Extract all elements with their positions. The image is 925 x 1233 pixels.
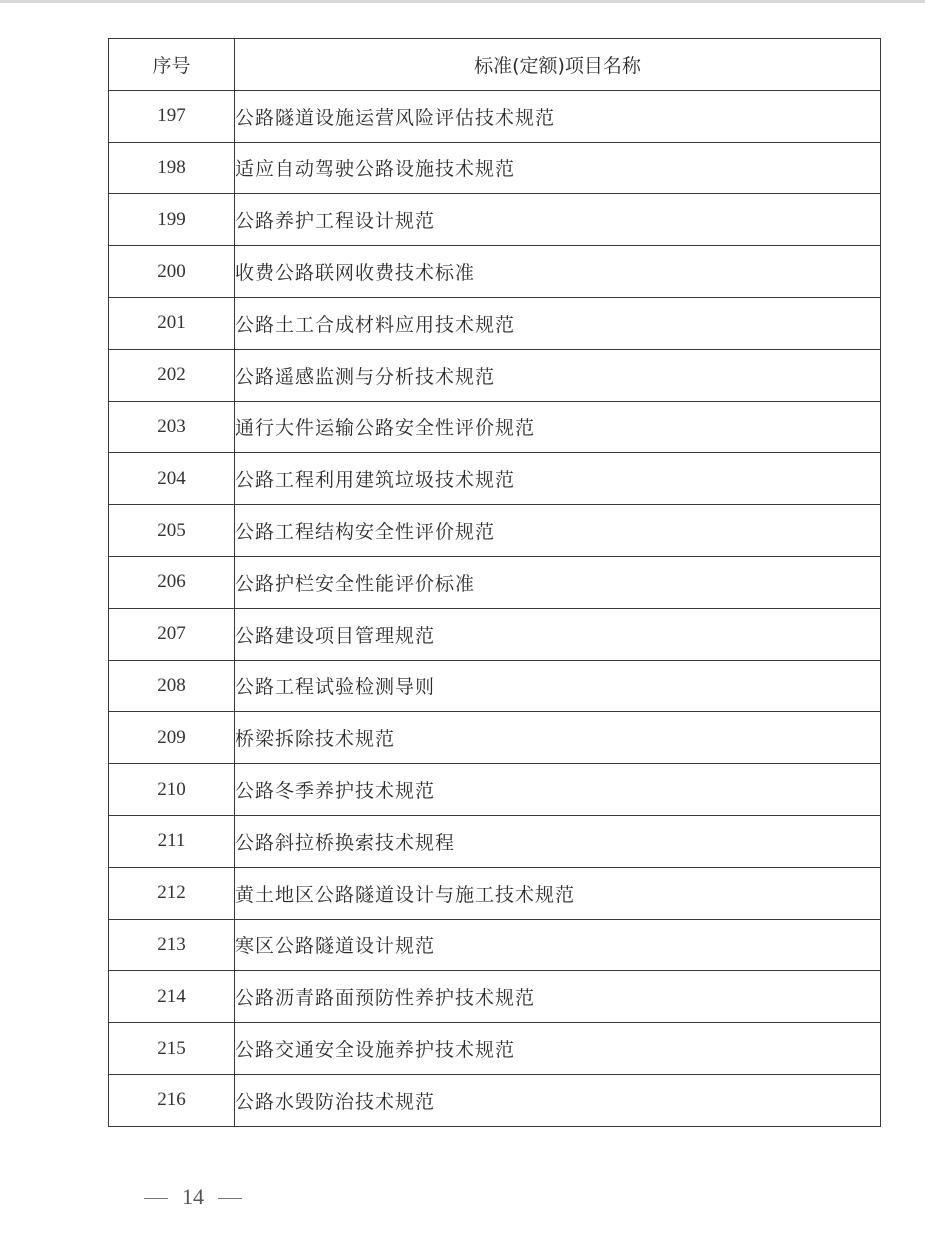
row-number: 203 <box>109 401 235 453</box>
table-row <box>109 712 881 764</box>
row-number: 200 <box>109 246 235 298</box>
row-standard-name: 公路土工合成材料应用技术规范 <box>235 297 881 349</box>
row-number: 212 <box>109 867 235 919</box>
row-standard-name: 公路遥感监测与分析技术规范 <box>235 349 881 401</box>
row-standard-name: 通行大件运输公路安全性评价规范 <box>235 401 881 453</box>
row-number: 205 <box>109 505 235 557</box>
page-footer <box>130 1184 256 1210</box>
table-row <box>109 90 881 142</box>
footer-dash-right <box>218 1198 242 1199</box>
table-row <box>109 401 881 453</box>
row-standard-name: 公路建设项目管理规范 <box>235 608 881 660</box>
row-number: 206 <box>109 556 235 608</box>
row-number: 201 <box>109 297 235 349</box>
table-row <box>109 971 881 1023</box>
footer-dash-left <box>144 1198 168 1199</box>
row-standard-name: 寒区公路隧道设计规范 <box>235 919 881 971</box>
row-standard-name: 公路养护工程设计规范 <box>235 194 881 246</box>
row-standard-name: 适应自动驾驶公路设施技术规范 <box>235 142 881 194</box>
row-number: 207 <box>109 608 235 660</box>
table-row <box>109 764 881 816</box>
row-number: 213 <box>109 919 235 971</box>
row-standard-name: 公路工程利用建筑垃圾技术规范 <box>235 453 881 505</box>
table-row <box>109 660 881 712</box>
table-row <box>109 142 881 194</box>
row-number: 204 <box>109 453 235 505</box>
standards-table <box>108 38 881 1127</box>
table-row <box>109 919 881 971</box>
row-number: 208 <box>109 660 235 712</box>
table-header-row <box>109 39 881 91</box>
row-standard-name: 桥梁拆除技术规范 <box>235 712 881 764</box>
page-top-edge <box>0 0 925 3</box>
row-number: 209 <box>109 712 235 764</box>
row-number: 211 <box>109 815 235 867</box>
row-number: 216 <box>109 1074 235 1126</box>
row-number: 202 <box>109 349 235 401</box>
table-row <box>109 608 881 660</box>
row-standard-name: 收费公路联网收费技术标准 <box>235 246 881 298</box>
table-row <box>109 349 881 401</box>
row-standard-name: 公路工程试验检测导则 <box>235 660 881 712</box>
header-seq: 序号 <box>109 39 235 91</box>
row-standard-name: 公路斜拉桥换索技术规程 <box>235 815 881 867</box>
table-row <box>109 505 881 557</box>
row-standard-name: 公路隧道设施运营风险评估技术规范 <box>235 90 881 142</box>
table-row <box>109 1074 881 1126</box>
row-standard-name: 公路工程结构安全性评价规范 <box>235 505 881 557</box>
row-number: 214 <box>109 971 235 1023</box>
table-row <box>109 815 881 867</box>
row-standard-name: 公路护栏安全性能评价标准 <box>235 556 881 608</box>
header-name: 标准(定额)项目名称 <box>235 39 881 91</box>
row-number: 199 <box>109 194 235 246</box>
table-row <box>109 194 881 246</box>
table-row <box>109 297 881 349</box>
table-row <box>109 246 881 298</box>
row-number: 210 <box>109 764 235 816</box>
table-row <box>109 1023 881 1075</box>
row-standard-name: 公路水毁防治技术规范 <box>235 1074 881 1126</box>
table-row <box>109 453 881 505</box>
row-standard-name: 公路沥青路面预防性养护技术规范 <box>235 971 881 1023</box>
row-number: 198 <box>109 142 235 194</box>
row-standard-name: 公路交通安全设施养护技术规范 <box>235 1023 881 1075</box>
row-number: 197 <box>109 90 235 142</box>
table-row <box>109 867 881 919</box>
row-standard-name: 黄土地区公路隧道设计与施工技术规范 <box>235 867 881 919</box>
row-number: 215 <box>109 1023 235 1075</box>
row-standard-name: 公路冬季养护技术规范 <box>235 764 881 816</box>
table-row <box>109 556 881 608</box>
page-number: 14 <box>182 1184 204 1209</box>
